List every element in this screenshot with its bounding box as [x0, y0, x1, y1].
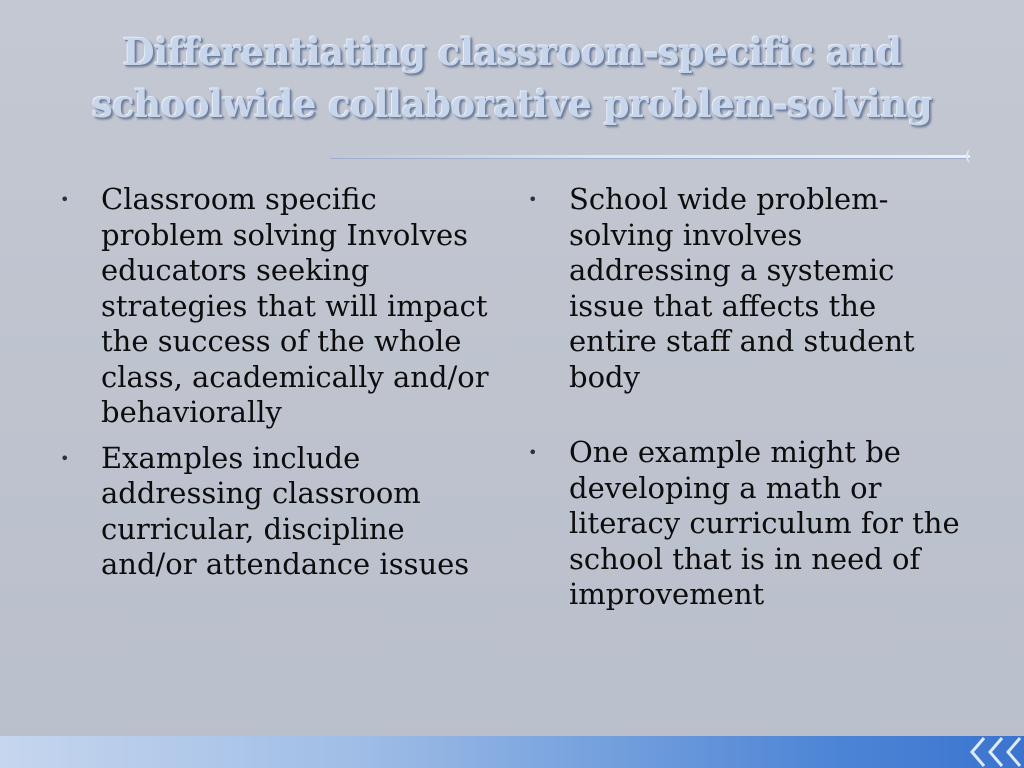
bullet-text: Examples include addressing classroom curricular, discipline and/or attendance issues	[101, 440, 470, 581]
title-line-1: Differentiating classroom-specific and	[122, 30, 902, 74]
bullet-item	[60, 182, 500, 431]
bullet-dot-icon: •	[528, 190, 538, 209]
bullet-item	[528, 182, 968, 395]
divider-end-cap	[966, 149, 976, 163]
bullet-dot-icon: •	[528, 443, 538, 462]
bullet-text: One example might be developing a math or literacy curriculum for the school that is in need of improvement	[569, 435, 960, 611]
left-column	[60, 182, 500, 583]
title-line-2: schoolwide collaborative problem-solving	[91, 82, 933, 126]
bullet-text: School wide problem-solving involves addressing a systemic issue that affects the entire staff and student body	[569, 182, 915, 394]
chevron-left-icon	[1002, 736, 1024, 768]
right-column	[528, 182, 968, 613]
bullet-text: Classroom specific problem solving Involves educators seeking strategies that will impact the success of the whole class, academically and/or behaviorally	[101, 182, 489, 429]
bullet-dot-icon: •	[60, 190, 70, 209]
bullet-item	[60, 441, 500, 583]
bullet-dot-icon: •	[60, 448, 70, 468]
slide-title	[60, 26, 964, 130]
bullet-item	[528, 435, 968, 613]
footer-band	[0, 736, 1024, 768]
title-divider	[330, 155, 970, 159]
